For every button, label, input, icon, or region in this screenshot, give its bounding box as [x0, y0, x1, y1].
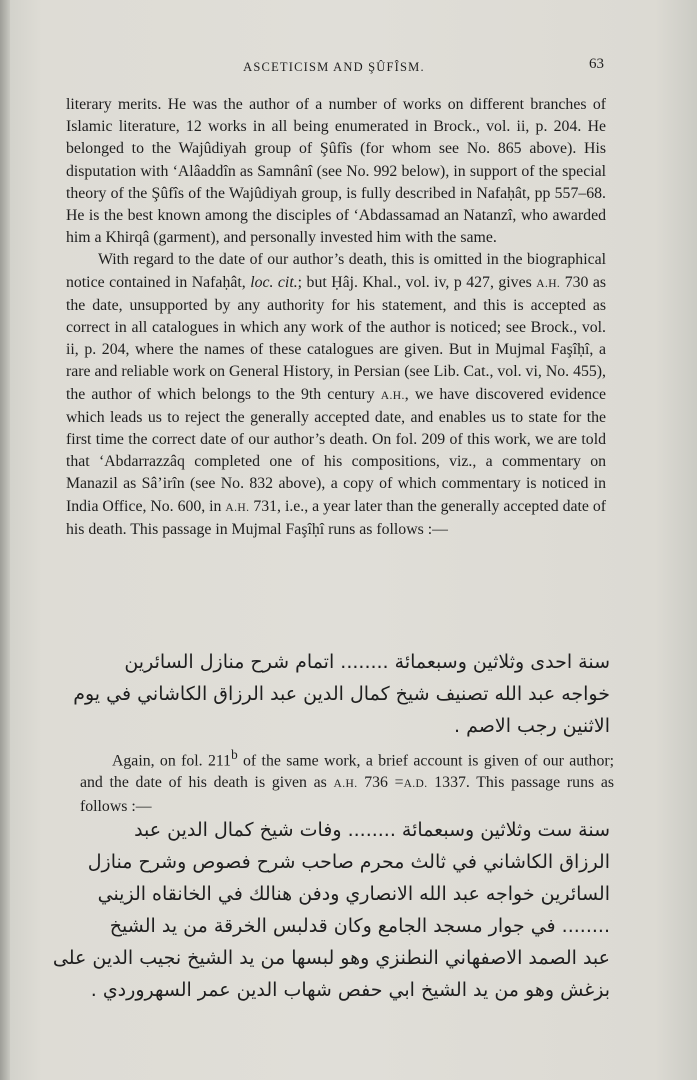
paragraph-2-ah-3: A.H.	[225, 501, 250, 514]
paragraph-1: literary merits. He was the author of a number of works on different branches of Islamic literature, 12 works in all being enumerated in Brock., vol. ii, p. 204. He belonged to the Wajûdiyah group of Şûfîs (for whom see No. 865 above). His disputation with ‘Alâaddîn as Samnânî (see No. 992 below), in support of the special theory of the Şûfîs of the Wajûdiyah group, is fully described in Nafaḥât, pp 557–68. He is the best known among the disciples of ‘Abdassamad an Natanzî, who awarded him a Khirqâ (garment), and personally invested him with the same.	[66, 96, 606, 247]
paragraph-2	[66, 249, 606, 541]
paragraph-3-superscript: b	[231, 747, 238, 762]
page-number: 63	[589, 56, 604, 72]
arabic-passage-2-line-3: السائرين خواجه عبد الله الانصاري ودفن هنالك في الخانقاه الزيني	[97, 883, 610, 905]
arabic-passage-2-line-1: سنة ست وثلاثين وسبعمائة ........ وفات شيخ كمال الدين عبد	[134, 819, 610, 841]
paragraph-3-part-4: 1337. This passage runs as follows :—	[80, 774, 615, 815]
arabic-passage-2	[52, 814, 610, 1006]
paragraph-2-part-3: 730 as the date, unsupported by any authority for his statement, and this is accepted as correct in all catalogues in which any work of the author is noticed; see Brock., vol. ii, p. 204, where the names of these catalogues are given. But in Mujmal Faşîḥî, a rare and reliable work on General History, in Persian (see Lib. Cat., vol. vi, No. 455), the author of which belongs to the 9th century	[66, 273, 607, 403]
arabic-passage-2-line-4: ........ في جوار مسجد الجامع وكان قدلبس الخرقة من يد الشيخ	[109, 915, 610, 937]
arabic-passage-1-line-1: سنة احدى وثلاثين وسبعمائة ........ اتمام شرح منازل السائرين	[124, 651, 610, 673]
arabic-passage-2-line-6: بزغش وهو من يد الشيخ ابي حفص شهاب الدين عمر السهروردي .	[90, 979, 610, 1001]
page-header	[60, 56, 608, 80]
arabic-passage-2-line-5: عبد الصمد الاصفهاني النطنزي وهو لبسها من يد الشيخ نجيب الدين على	[52, 947, 610, 969]
paragraph-2-part-4: , we have discovered evidence which leads us to reject the generally accepted date, and enables us to state for the first time the correct date of our author’s death. On fol. 209 of this work, we are told that ‘Abdarrazzâq completed one of his compositions, viz., a commentary on Manazil as Sâ’irîn (see No. 832 above), a copy of which commentary is noticed in India Office, No. 600, in	[66, 385, 606, 515]
main-text-block	[66, 94, 606, 541]
arabic-passage-1-line-3: الاثنين رجب الاصم .	[454, 715, 610, 737]
paragraph-2-ah-1: A.H.	[536, 277, 561, 290]
running-title: ASCETICISM AND ŞÛFÎSM.	[243, 60, 425, 74]
paragraph-3-part-1: Again, on fol. 211	[112, 752, 232, 770]
paragraph-2-part-5: 731, i.e., a year later than the generally accepted date of his death. This passage in Mujmal Faşîḥî runs as follows :—	[66, 497, 606, 538]
paragraph-2-loc-cit: loc. cit.	[250, 273, 298, 291]
arabic-passage-2-line-2: الرزاق الكاشاني في ثالث محرم صاحب شرح فصوص وشرح منازل	[87, 851, 610, 873]
paragraph-3-block	[80, 744, 614, 818]
paragraph-3-part-2: of the same work, a brief account is given of our author; and the date of his death is given as	[80, 752, 614, 792]
arabic-passage-1	[62, 646, 610, 742]
paragraph-3-ad: A.D.	[403, 778, 428, 791]
arabic-passage-1-line-2: خواجه عبد الله تصنيف شيخ كمال الدين عبد الرزاق الكاشاني في يوم	[73, 683, 610, 705]
paragraph-3-ah: A.H.	[333, 778, 358, 791]
paragraph-2-part-2: ; but Ḥâj. Khal., vol. iv, p 427, gives	[297, 273, 532, 291]
paragraph-2-part-1: With regard to the date of our author’s death, this is omitted in the biographical notice contained in Nafaḥât,	[66, 251, 606, 291]
paragraph-2-ah-2: A.H.	[380, 389, 405, 402]
paragraph-3	[80, 744, 614, 818]
paragraph-3-part-3: 736 =	[364, 774, 404, 792]
page-spine-shadow	[0, 0, 10, 1080]
